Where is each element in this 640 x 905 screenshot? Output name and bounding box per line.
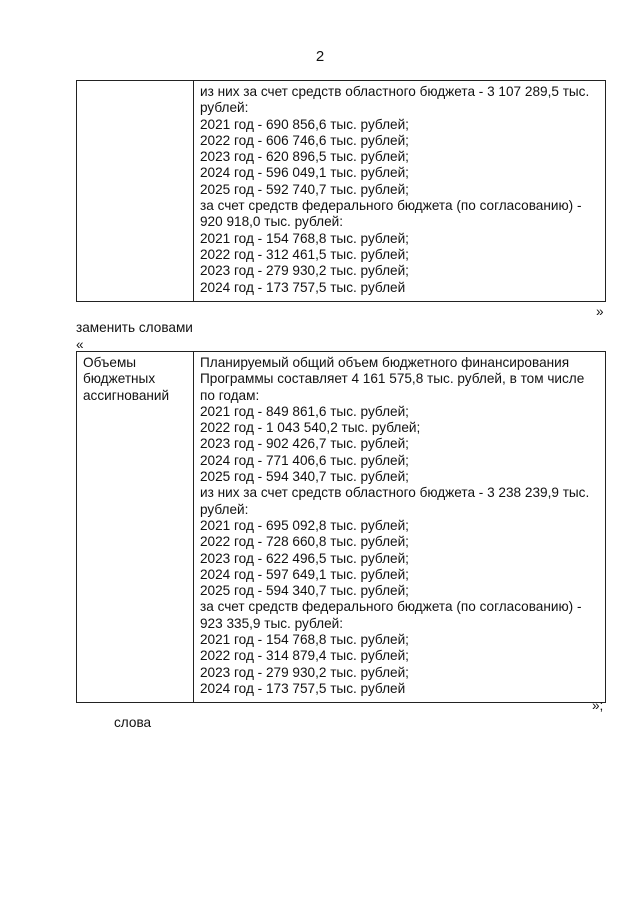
content-line: рублей: — [200, 100, 249, 116]
content-line: за счет средств федерального бюджета (по согласованию) - — [200, 198, 582, 214]
content-line: 2022 год - 1 043 540,2 тыс. рублей; — [200, 420, 421, 436]
budget-table-old — [76, 80, 606, 302]
content-line: 2022 год - 314 879,4 тыс. рублей; — [200, 648, 409, 664]
content-line: 2024 год - 597 649,1 тыс. рублей; — [200, 566, 409, 582]
table-label-cell — [77, 81, 194, 302]
content-line: рублей: — [200, 501, 249, 517]
table-content-cell — [194, 352, 606, 703]
table-label-text: Объемы бюджетных ассигнований — [83, 355, 170, 403]
content-line: 2024 год - 771 406,6 тыс. рублей; — [200, 452, 409, 468]
replace-with-words-text: заменить словами — [76, 320, 193, 335]
budget-table-new — [76, 351, 606, 703]
content-line: 2024 год - 596 049,1 тыс. рублей; — [200, 165, 409, 181]
content-line: 2021 год - 690 856,6 тыс. рублей; — [200, 116, 409, 132]
content-line: за счет средств федерального бюджета (по согласованию) - — [200, 599, 582, 615]
page-number: 2 — [315, 48, 325, 65]
content-line: из них за счет средств областного бюджета - 3 238 239,9 тыс. — [200, 485, 590, 501]
content-line: 2021 год - 849 861,6 тыс. рублей; — [200, 403, 409, 419]
closing-quote-semicolon: »; — [592, 698, 604, 713]
table-content-cell — [194, 81, 606, 302]
content-line: 2023 год - 279 930,2 тыс. рублей; — [200, 664, 409, 680]
content-line: 2023 год - 279 930,2 тыс. рублей; — [200, 263, 409, 279]
table-row — [77, 81, 606, 302]
content-line: 2021 год - 154 768,8 тыс. рублей; — [200, 230, 409, 246]
content-line: Программы составляет 4 161 575,8 тыс. рублей, в том числе — [200, 371, 585, 387]
words-text: слова — [114, 715, 152, 730]
content-line: 2024 год - 173 757,5 тыс. рублей — [200, 279, 406, 295]
table-label-cell — [77, 352, 194, 703]
content-line: 2022 год - 728 660,8 тыс. рублей; — [200, 534, 409, 550]
content-line: 2023 год - 902 426,7 тыс. рублей; — [200, 436, 409, 452]
content-line: 2022 год - 606 746,6 тыс. рублей; — [200, 132, 409, 148]
content-line: 2023 год - 622 496,5 тыс. рублей; — [200, 550, 409, 566]
content-line: 2025 год - 594 340,7 тыс. рублей; — [200, 583, 409, 599]
content-line: по годам: — [200, 387, 260, 403]
closing-quote: » — [596, 304, 604, 319]
content-line: 2023 год - 620 896,5 тыс. рублей; — [200, 149, 409, 165]
opening-quote: « — [76, 337, 84, 352]
content-line: 2022 год - 312 461,5 тыс. рублей; — [200, 246, 409, 262]
content-line: 2024 год - 173 757,5 тыс. рублей — [200, 680, 406, 696]
content-line: 2021 год - 154 768,8 тыс. рублей; — [200, 632, 409, 648]
content-line: Планируемый общий объем бюджетного финансирования — [200, 355, 570, 370]
content-line: 2025 год - 592 740,7 тыс. рублей; — [200, 181, 409, 197]
content-line: 923 335,9 тыс. рублей: — [200, 615, 343, 631]
content-line: 2021 год - 695 092,8 тыс. рублей; — [200, 517, 409, 533]
content-line: 920 918,0 тыс. рублей: — [200, 214, 343, 230]
table-row — [77, 352, 606, 703]
content-line: 2025 год - 594 340,7 тыс. рублей; — [200, 469, 409, 485]
content-line: из них за счет средств областного бюджета - 3 107 289,5 тыс. — [200, 84, 590, 99]
